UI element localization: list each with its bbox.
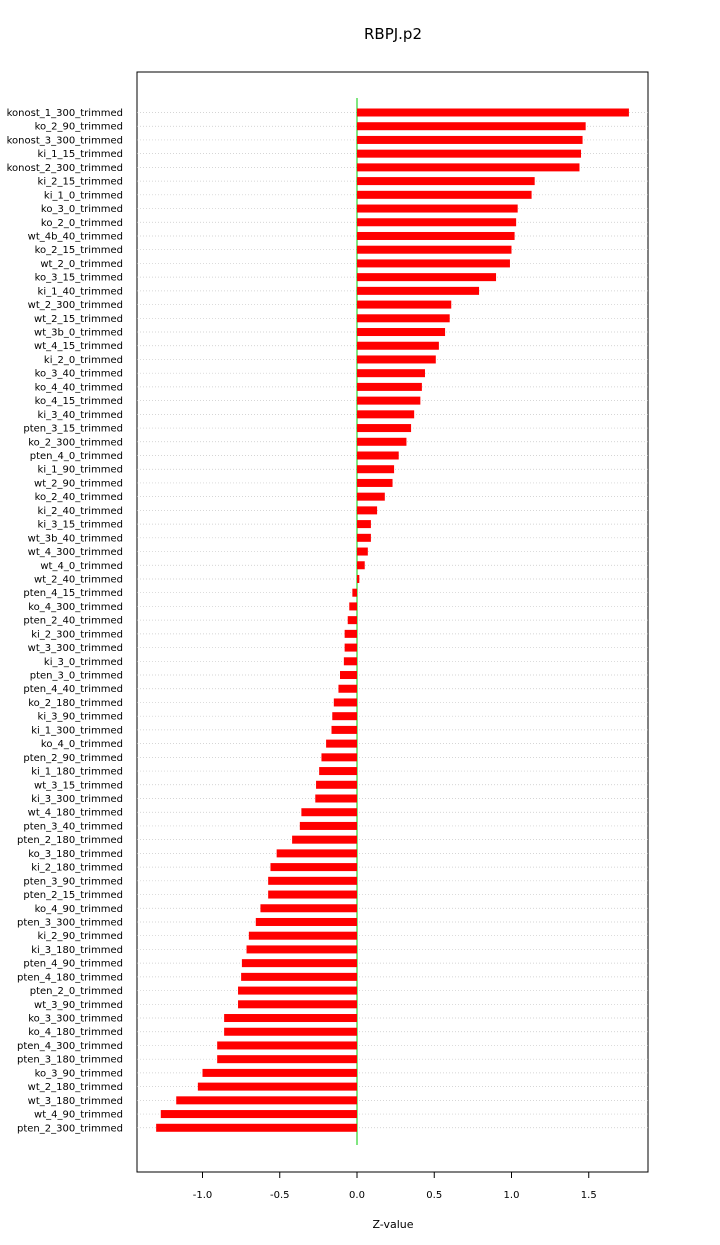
x-tick-label: -1.0: [192, 1190, 213, 1201]
category-label: ko_3_90_trimmed: [34, 1068, 123, 1080]
bar-wt_2_300_trimmed: [357, 301, 451, 309]
bar-pten_4_40_trimmed: [338, 685, 357, 693]
category-label: ko_3_40_trimmed: [34, 368, 123, 380]
category-label: wt_4_180_trimmed: [27, 807, 123, 819]
category-label: wt_2_15_trimmed: [34, 313, 123, 325]
category-label: ko_4_180_trimmed: [28, 1027, 123, 1039]
bar-pten_3_180_trimmed: [217, 1055, 357, 1063]
bar-wt_4_180_trimmed: [301, 808, 357, 816]
bar-ko_4_90_trimmed: [260, 904, 357, 912]
chart-title: RBPJ.p2: [363, 25, 423, 43]
bar-ki_2_15_trimmed: [357, 177, 535, 185]
category-label: wt_3b_40_trimmed: [27, 533, 123, 545]
category-label: pten_3_15_trimmed: [23, 423, 123, 435]
category-label: ko_4_40_trimmed: [34, 382, 123, 394]
bar-ko_2_180_trimmed: [334, 698, 357, 706]
category-label: ki_2_40_trimmed: [37, 505, 123, 517]
bar-ki_2_0_trimmed: [357, 355, 436, 363]
bar-ki_2_180_trimmed: [270, 863, 357, 871]
category-label: ki_3_180_trimmed: [31, 944, 123, 956]
bar-pten_2_15_trimmed: [268, 891, 357, 899]
category-label: pten_4_0_trimmed: [29, 451, 123, 462]
category-label: wt_4_15_trimmed: [34, 341, 123, 353]
category-label: pten_4_40_trimmed: [23, 684, 123, 696]
bar-ki_3_0_trimmed: [344, 657, 357, 665]
category-label: ki_1_300_trimmed: [31, 725, 123, 737]
bar-ko_4_300_trimmed: [349, 602, 357, 610]
category-label: ko_2_40_trimmed: [34, 492, 123, 504]
bar-ki_3_40_trimmed: [357, 410, 414, 418]
category-label: ko_3_0_trimmed: [40, 204, 123, 216]
bar-ki_2_40_trimmed: [357, 506, 377, 514]
category-label: pten_2_15_trimmed: [23, 890, 123, 902]
category-label: ko_3_15_trimmed: [34, 272, 123, 284]
category-label: ki_1_15_trimmed: [37, 149, 123, 161]
bar-ki_1_0_trimmed: [357, 191, 532, 199]
category-label: ki_1_0_trimmed: [43, 190, 123, 202]
bar-ki_1_300_trimmed: [332, 726, 357, 734]
bar-konost_3_300_trimmed: [357, 136, 583, 144]
bar-wt_4_300_trimmed: [357, 548, 368, 556]
bar-ko_4_180_trimmed: [224, 1028, 357, 1036]
bar-ko_4_40_trimmed: [357, 383, 422, 391]
bar-ko_4_0_trimmed: [326, 740, 357, 748]
x-tick-label: 1.0: [503, 1190, 520, 1201]
category-label: pten_4_180_trimmed: [16, 972, 123, 984]
category-label: ki_2_15_trimmed: [37, 176, 123, 188]
category-label: ko_2_0_trimmed: [40, 217, 123, 229]
bar-pten_4_300_trimmed: [217, 1041, 357, 1049]
category-label: wt_2_180_trimmed: [27, 1082, 123, 1094]
category-label: ki_2_180_trimmed: [31, 862, 123, 874]
category-labels: [7, 108, 123, 1134]
bar-wt_4_0_trimmed: [357, 561, 365, 569]
category-label: wt_3_180_trimmed: [27, 1095, 123, 1107]
category-label: ko_4_15_trimmed: [34, 396, 123, 408]
category-label: pten_3_40_trimmed: [23, 821, 123, 833]
bar-pten_2_180_trimmed: [292, 836, 357, 844]
bar-wt_2_0_trimmed: [357, 259, 510, 267]
bar-wt_2_15_trimmed: [357, 314, 450, 322]
x-tick-label: 0.0: [349, 1190, 365, 1201]
x-axis: [193, 1172, 597, 1201]
category-label: wt_4_300_trimmed: [27, 547, 123, 559]
bar-pten_2_40_trimmed: [348, 616, 357, 624]
bar-pten_4_90_trimmed: [242, 959, 357, 967]
bar-pten_2_0_trimmed: [238, 987, 357, 995]
bar-ko_3_15_trimmed: [357, 273, 496, 281]
category-label: ko_3_180_trimmed: [28, 848, 123, 860]
category-label: konost_3_300_trimmed: [6, 135, 123, 147]
category-label: wt_2_40_trimmed: [34, 574, 123, 586]
bar-ki_1_15_trimmed: [357, 150, 581, 158]
category-label: wt_2_0_trimmed: [40, 258, 123, 270]
bar-ko_2_15_trimmed: [357, 246, 512, 254]
bar-wt_2_90_trimmed: [357, 479, 393, 487]
category-label: wt_3_300_trimmed: [27, 643, 123, 655]
x-tick-label: 1.5: [580, 1190, 597, 1201]
bar-pten_4_15_trimmed: [352, 589, 357, 597]
category-label: ki_3_40_trimmed: [37, 409, 123, 421]
category-label: pten_2_180_trimmed: [16, 835, 123, 847]
category-label: ki_3_0_trimmed: [43, 656, 123, 668]
category-label: wt_2_90_trimmed: [34, 478, 123, 490]
category-label: ko_2_180_trimmed: [28, 697, 123, 709]
bar-ki_3_180_trimmed: [247, 945, 357, 953]
bar-konost_2_300_trimmed: [357, 163, 579, 171]
category-label: pten_2_300_trimmed: [16, 1123, 123, 1135]
category-label: wt_3_90_trimmed: [34, 999, 123, 1011]
bar-ko_2_0_trimmed: [357, 218, 516, 226]
bar-ko_2_40_trimmed: [357, 493, 385, 501]
bar-ki_1_40_trimmed: [357, 287, 479, 295]
bar-ki_3_90_trimmed: [332, 712, 357, 720]
category-label: ko_4_90_trimmed: [34, 903, 123, 915]
bar-ki_2_90_trimmed: [249, 932, 357, 940]
category-label: pten_4_90_trimmed: [23, 958, 123, 970]
bar-ko_2_300_trimmed: [357, 438, 406, 446]
category-label: wt_3_15_trimmed: [34, 780, 123, 792]
category-label: ki_1_180_trimmed: [31, 766, 123, 778]
category-label: pten_3_90_trimmed: [23, 876, 123, 888]
category-label: ki_3_90_trimmed: [37, 711, 123, 723]
bar-ko_3_40_trimmed: [357, 369, 425, 377]
bar-ki_2_300_trimmed: [345, 630, 357, 638]
bar-pten_3_0_trimmed: [340, 671, 357, 679]
category-label: ki_1_40_trimmed: [37, 286, 123, 298]
bar-ko_3_180_trimmed: [277, 849, 357, 857]
bar-ko_2_90_trimmed: [357, 122, 586, 130]
x-axis-label: Z-value: [372, 1218, 414, 1231]
x-tick-label: -0.5: [269, 1190, 290, 1201]
x-tick-label: 0.5: [426, 1190, 443, 1201]
category-label: konost_2_300_trimmed: [6, 162, 123, 174]
bar-ko_3_90_trimmed: [203, 1069, 358, 1077]
bar-pten_2_90_trimmed: [321, 753, 357, 761]
category-label: pten_3_300_trimmed: [16, 917, 123, 929]
category-label: wt_4_90_trimmed: [34, 1109, 123, 1121]
category-label: wt_4_0_trimmed: [40, 560, 123, 572]
category-label: wt_3b_0_trimmed: [34, 327, 123, 339]
bar-wt_4_15_trimmed: [357, 342, 439, 350]
category-label: pten_2_0_trimmed: [29, 986, 123, 998]
category-label: pten_4_300_trimmed: [16, 1040, 123, 1052]
bar-wt_3_15_trimmed: [316, 781, 357, 789]
category-label: ki_2_0_trimmed: [43, 354, 123, 366]
bar-pten_3_15_trimmed: [357, 424, 411, 432]
category-label: ko_2_90_trimmed: [34, 121, 123, 133]
category-label: ko_2_15_trimmed: [34, 245, 123, 257]
bar-ko_3_300_trimmed: [224, 1014, 357, 1022]
bar-pten_4_180_trimmed: [241, 973, 357, 981]
category-label: wt_2_300_trimmed: [27, 300, 123, 312]
bar-ki_3_300_trimmed: [315, 795, 357, 803]
category-label: ko_2_300_trimmed: [28, 437, 123, 449]
bar-pten_3_300_trimmed: [256, 918, 357, 926]
category-label: ko_4_300_trimmed: [28, 601, 123, 613]
category-label: ki_3_15_trimmed: [37, 519, 123, 531]
bar-wt_3b_0_trimmed: [357, 328, 445, 336]
bar-konost_1_300_trimmed: [357, 109, 629, 117]
bar-ko_4_15_trimmed: [357, 397, 420, 405]
category-label: pten_4_15_trimmed: [23, 588, 123, 600]
bar-ko_3_0_trimmed: [357, 205, 518, 213]
category-label: konost_1_300_trimmed: [6, 108, 123, 119]
category-label: wt_4b_40_trimmed: [27, 231, 123, 243]
bar-pten_3_40_trimmed: [300, 822, 357, 830]
bar-ki_1_180_trimmed: [319, 767, 357, 775]
category-label: ki_3_300_trimmed: [31, 794, 123, 805]
category-label: pten_2_40_trimmed: [23, 615, 123, 627]
bar-wt_4b_40_trimmed: [357, 232, 515, 240]
category-label: ki_1_90_trimmed: [37, 464, 123, 476]
category-label: pten_3_180_trimmed: [16, 1054, 123, 1066]
bar-wt_3_180_trimmed: [176, 1096, 357, 1104]
category-label: ki_2_300_trimmed: [31, 629, 123, 641]
bar-wt_3_90_trimmed: [238, 1000, 357, 1008]
bar-pten_2_300_trimmed: [156, 1124, 357, 1132]
category-label: pten_3_0_trimmed: [29, 670, 123, 682]
bar-wt_2_180_trimmed: [198, 1083, 357, 1091]
bar-pten_4_0_trimmed: [357, 452, 399, 460]
category-label: ko_3_300_trimmed: [28, 1013, 123, 1025]
bar-wt_3_300_trimmed: [345, 644, 357, 652]
bar-wt_2_40_trimmed: [357, 575, 359, 583]
bar-pten_3_90_trimmed: [268, 877, 357, 885]
category-label: ki_2_90_trimmed: [37, 931, 123, 943]
bar-ki_1_90_trimmed: [357, 465, 394, 473]
category-label: pten_2_90_trimmed: [23, 752, 123, 764]
bar-wt_3b_40_trimmed: [357, 534, 371, 542]
bar-wt_4_90_trimmed: [161, 1110, 357, 1118]
bar-ki_3_15_trimmed: [357, 520, 371, 528]
category-label: ko_4_0_trimmed: [40, 739, 123, 751]
